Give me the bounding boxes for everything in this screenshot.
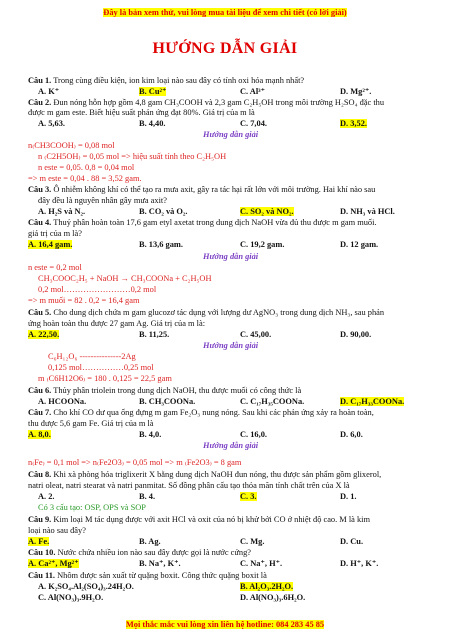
q2-solution-line: => m este = 0,04 . 88 = 3,52 gam. bbox=[28, 174, 142, 183]
q4-solution-line: n este = 0,2 mol bbox=[28, 263, 82, 272]
q8-option-c: C. 3. bbox=[240, 492, 257, 501]
q11-option-d: D. Al(NO₃)₃.6H₂O. bbox=[240, 593, 306, 602]
q3-option-d: D. NH₃ và HCl. bbox=[340, 207, 395, 216]
q2-solution-header: Hướng dẫn giải bbox=[203, 130, 259, 139]
q4-solution-line: CH₃COOC₂H₅ + NaOH → CH₃COONa + C₂H₅OH bbox=[38, 274, 212, 283]
q10-option-d: D. H⁺, K⁺. bbox=[340, 559, 379, 568]
q4-solution-line: 0,2 mol……………………0,2 mol bbox=[38, 285, 157, 294]
q7-option-d: D. 6,0. bbox=[340, 430, 363, 439]
q2-solution-line: n₍CH3COOH₎ = 0,08 mol bbox=[28, 141, 115, 150]
preview-banner: Đây là bản xem thử, vui lòng mua tài liệu để xem chi tiết (có lời giải) bbox=[103, 8, 347, 17]
q2-option-a: A. 5,63. bbox=[38, 119, 65, 128]
q10-option-a: A. Ca²⁺, Mg²⁺ bbox=[28, 559, 79, 568]
q1-option-b: B. Cu²⁺ bbox=[139, 87, 167, 96]
q4-option-c: C. 19,2 gam. bbox=[240, 240, 285, 249]
question-10: Câu 10. Nước chứa nhiều ion nào sau đây được gọi là nước cứng? bbox=[28, 548, 251, 557]
question-3-cont: đây đều là nguyên nhân gây mưa axit? bbox=[38, 196, 167, 205]
q4-option-b: B. 13,6 gam. bbox=[139, 240, 183, 249]
q2-option-b: B. 4,40. bbox=[139, 119, 166, 128]
question-9: Câu 9. Kim loại M tác dụng được với axit HCl và oxit của nó bị khử bởi CO ở nhiệt độ cao. M là kim bbox=[28, 515, 370, 524]
q5-solution-line: m ₍C6H12O6₎ = 180 . 0,125 = 22,5 gam bbox=[38, 374, 172, 383]
q11-option-b: B. Al₂O₃.2H₂O. bbox=[240, 582, 294, 591]
q1-option-d: D. Mg²⁺. bbox=[340, 87, 372, 96]
question-4: Câu 4. Thuỷ phân hoàn toàn 17,6 gam etyl axetat trong dung dịch NaOH vừa đủ thu được m gam muối. bbox=[28, 218, 377, 227]
q10-option-b: B. Na⁺, K⁺. bbox=[139, 559, 181, 568]
q9-option-c: C. Mg. bbox=[240, 537, 265, 546]
q8-option-b: B. 4. bbox=[139, 492, 156, 501]
question-9-cont: loại nào sau đây? bbox=[28, 526, 86, 535]
q6-option-b: B. CH₃COONa. bbox=[139, 397, 196, 406]
question-7-cont: thu được 5,6 gam Fe. Giá trị của m là bbox=[28, 419, 154, 428]
question-2-cont: được m gam este. Biết hiệu suất phản ứng đạt 80%. Giá trị của m là bbox=[28, 108, 255, 117]
q7-solution-line: n₍Fe₎ = 0,1 mol => n₍Fe2O3₎ = 0,05 mol => m ₍Fe2O3₎ = 8 gam bbox=[28, 458, 242, 467]
q10-option-c: C. Na⁺, H⁺. bbox=[240, 559, 283, 568]
question-5: Câu 5. Cho dung dịch chứa m gam glucozơ tác dụng với lượng dư AgNO₃ trong dung dịch NH₃, sau phản bbox=[28, 308, 385, 317]
q4-option-d: D. 12 gam. bbox=[340, 240, 379, 249]
q6-option-d: D. C₁₇H₃₃COONa. bbox=[340, 397, 405, 406]
question-4-cont: giá trị của m là? bbox=[28, 229, 82, 238]
q6-option-c: C. C₁₇H₃₅COONa. bbox=[240, 397, 305, 406]
q9-option-a: A. Fe. bbox=[28, 537, 50, 546]
q8-solution-line: Có 3 cấu tạo: OSP, OPS và SOP bbox=[38, 503, 146, 512]
q3-option-c: C. SO₂ và NO₂. bbox=[240, 207, 294, 216]
q5-solution-line: C₆H₁₂O₆ ---------------2Ag bbox=[48, 352, 136, 361]
q9-option-d: D. Cu. bbox=[340, 537, 364, 546]
q2-solution-line: n este = 0,05. 0,8 = 0,04 mol bbox=[38, 163, 135, 172]
q5-option-c: C. 45,00. bbox=[240, 330, 272, 339]
question-1: Câu 1. Trong cùng điều kiện, ion kim loại nào sau đây có tính oxi hóa mạnh nhất? bbox=[28, 76, 305, 85]
page-title: HƯỚNG DẪN GIẢI bbox=[152, 40, 298, 57]
q6-option-a: A. HCOONa. bbox=[38, 397, 87, 406]
q5-option-a: A. 22,50. bbox=[28, 330, 60, 339]
q7-solution-header: Hướng dẫn giải bbox=[203, 441, 259, 450]
q5-option-d: D. 90,00. bbox=[340, 330, 372, 339]
q2-solution-line: n ₍C2H5OH₎ = 0,05 mol => hiệu suất tính theo C₂H₅OH bbox=[38, 152, 227, 161]
question-11: Câu 11. Nhôm được sản xuất từ quặng boxit. Công thức quặng boxit là bbox=[28, 571, 267, 580]
q11-option-c: C. Al(NO₃)₃.9H₂O. bbox=[38, 593, 104, 602]
q4-solution-header: Hướng dẫn giải bbox=[203, 252, 259, 261]
q1-option-a: A. K⁺ bbox=[38, 87, 60, 96]
q8-option-d: D. 1. bbox=[340, 492, 357, 501]
question-8: Câu 8. Khi xà phòng hóa triglixerit X bằng dung dịch NaOH đun nóng, thu được sản phẩm gồm glixerol, bbox=[28, 470, 382, 479]
q8-option-a: A. 2. bbox=[38, 492, 55, 501]
q5-option-b: B. 11,25. bbox=[139, 330, 170, 339]
question-2: Câu 2. Đun nóng hỗn hợp gồm 4,8 gam CH₃COOH và 2,3 gam C₂H₅OH trong môi trường H₂SO₄ đặc thu bbox=[28, 98, 385, 107]
q5-solution-line: 0,125 mol……………0,25 mol bbox=[48, 363, 154, 372]
q4-solution-line: => m muối = 82 . 0,2 = 16,4 gam bbox=[28, 296, 140, 305]
q2-option-d: D. 3,52. bbox=[340, 119, 367, 128]
q1-option-c: C. Al³⁺ bbox=[240, 87, 266, 96]
q11-option-a: A. K₂SO₄.Al₂(SO₄)₃.24H₂O. bbox=[38, 582, 134, 591]
question-3: Câu 3. Ô nhiễm không khí có thể tạo ra mưa axit, gây ra tác hại rất lớn với môi trường. Hai khí nào sau bbox=[28, 185, 376, 194]
q5-solution-header: Hướng dẫn giải bbox=[203, 341, 259, 350]
q3-option-a: A. H₂S và N₂. bbox=[38, 207, 86, 216]
hotline-footer: Mọi thắc mắc vui lòng xin liên hệ hotline: 084 283 45 85 bbox=[125, 620, 325, 629]
question-6: Câu 6. Thủy phân triolein trong dung dịch NaOH, thu được muối có công thức là bbox=[28, 386, 302, 395]
q9-option-b: B. Ag. bbox=[139, 537, 161, 546]
q3-option-b: B. CO₂ và O₂. bbox=[139, 207, 188, 216]
q7-option-c: C. 16,0. bbox=[240, 430, 267, 439]
q7-option-a: A. 8,0. bbox=[28, 430, 51, 439]
question-5-cont: ứng hoàn toàn thu được 27 gam Ag. Giá trị của m là: bbox=[28, 319, 206, 328]
q7-option-b: B. 4,0. bbox=[139, 430, 162, 439]
question-8-cont: natri oleat, natri stearat và natri panmitat. Số đồng phân cấu tạo thỏa mãn tính chất trên của X là bbox=[28, 481, 350, 490]
q4-option-a: A. 16,4 gam. bbox=[28, 240, 73, 249]
q2-option-c: C. 7,04. bbox=[240, 119, 267, 128]
question-7: Câu 7. Cho khí CO dư qua ống đựng m gam Fe₂O₃ nung nóng. Sau khi các phản ứng xảy ra hoàn toàn, bbox=[28, 408, 374, 417]
